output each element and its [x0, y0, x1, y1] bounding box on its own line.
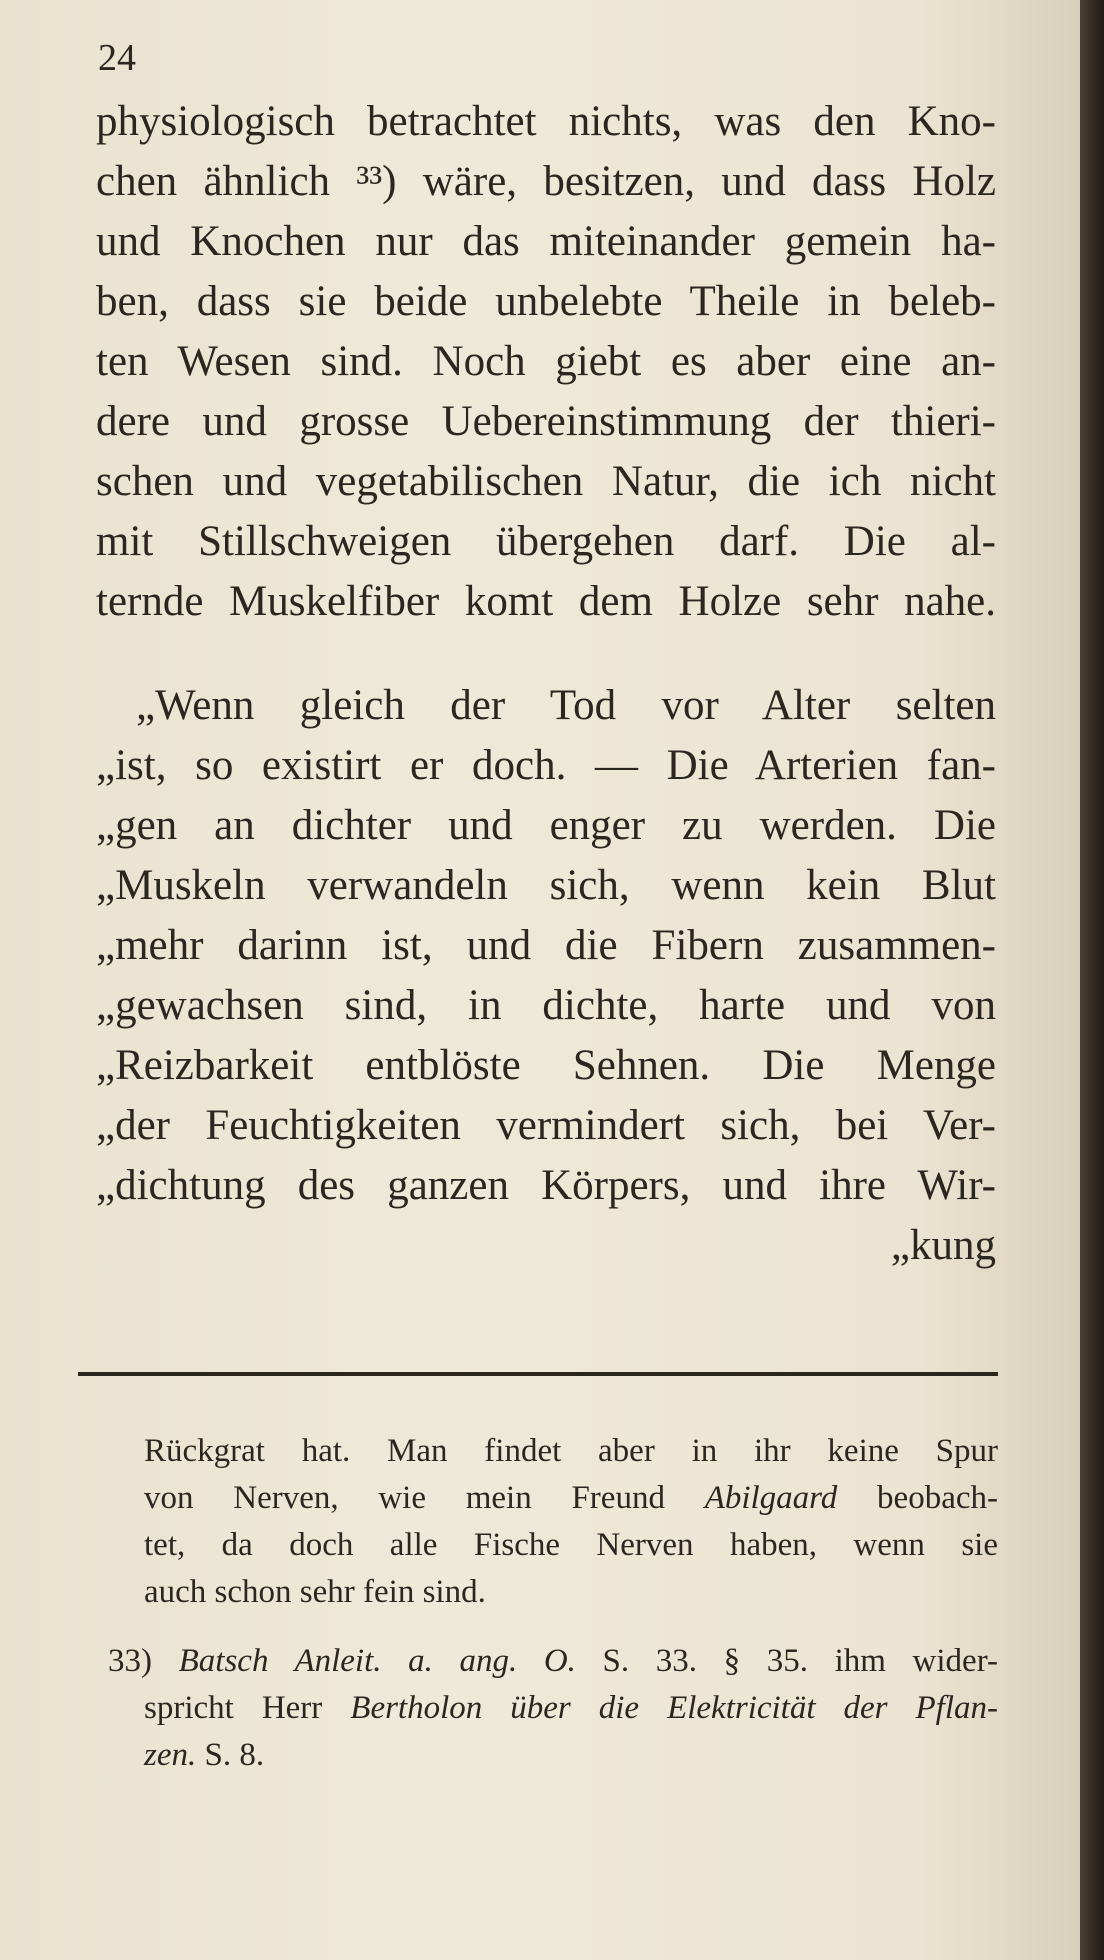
footnote-text: von Nerven, wie mein Freund — [144, 1480, 705, 1516]
footnote-continued — [108, 1428, 998, 1616]
paragraph-2-quotation — [96, 676, 996, 1276]
footnote-line: tet, da doch alle Fische Nerven haben, wenn sie — [144, 1527, 998, 1563]
footnote-line — [108, 1638, 998, 1685]
text-line: „gen an dichter und enger zu werden. Die — [96, 802, 996, 849]
text-line: „Wenn gleich der Tod vor Alter selten — [136, 682, 996, 729]
text-line: „ist, so existirt er doch. — Die Arterien fan- — [96, 742, 996, 789]
footnote-citation-italic: zen. — [144, 1737, 197, 1773]
footnote-gap — [108, 1616, 998, 1638]
paragraph-gap — [96, 632, 996, 676]
footnote-33 — [108, 1638, 998, 1779]
text-line: dere und grosse Uebereinstimmung der thieri- — [96, 398, 996, 445]
footnote-citation-italic: Batsch Anleit. a. ang. O. — [178, 1643, 576, 1679]
text-line: und Knochen nur das miteinander gemein ha- — [96, 218, 996, 265]
footnote-text: S. 33. § 35. ihm wider- — [575, 1643, 999, 1679]
page-edge-shadow — [1080, 0, 1104, 1960]
text-line: „gewachsen sind, in dichte, harte und von — [96, 982, 996, 1029]
text-line: mit Stillschweigen übergehen darf. Die al- — [96, 518, 996, 565]
main-text — [96, 92, 996, 1276]
text-line: ben, dass sie beide unbelebte Theile in beleb- — [96, 278, 996, 325]
footnote-line: auch schon sehr fein sind. — [144, 1574, 486, 1610]
footnote-line — [108, 1732, 998, 1779]
footnote-text: spricht Herr — [144, 1690, 351, 1726]
page-number: 24 — [98, 37, 136, 79]
footnote-name-italic: Abilgaard — [704, 1480, 838, 1516]
footnote-marker: 33) — [108, 1643, 152, 1679]
footnote-text: S. 8. — [196, 1737, 265, 1773]
footnote-rule — [78, 1372, 998, 1376]
footnote-line — [144, 1475, 998, 1522]
footnotes — [108, 1428, 998, 1779]
text-line: „Reizbarkeit entblöste Sehnen. Die Menge — [96, 1042, 996, 1089]
text-line: schen und vegetabilischen Natur, die ich nicht — [96, 458, 996, 505]
footnote-line: Rückgrat hat. Man findet aber in ihr keine Spur — [144, 1433, 998, 1469]
catchword: „kung — [890, 1222, 996, 1269]
text-line: chen ähnlich ³³) wäre, besitzen, und dass Holz — [96, 158, 996, 205]
text-line: „Muskeln verwandeln sich, wenn kein Blut — [96, 862, 996, 909]
paragraph-1 — [96, 92, 996, 632]
text-line: „mehr darinn ist, und die Fibern zusammen- — [96, 922, 996, 969]
footnote-text: beobach- — [837, 1480, 998, 1516]
text-line: ten Wesen sind. Noch giebt es aber eine an- — [96, 338, 996, 385]
footnote-citation-italic: Bertholon über die Elektricität der Pflan- — [350, 1690, 998, 1726]
footnote-line — [108, 1685, 998, 1732]
text-line: ternde Muskelfiber komt dem Holze sehr nahe. — [96, 578, 996, 625]
text-line: „dichtung des ganzen Körpers, und ihre Wir- — [96, 1162, 996, 1209]
text-line: physiologisch betrachtet nichts, was den Kno- — [96, 98, 996, 145]
text-line: „der Feuchtigkeiten vermindert sich, bei Ver- — [96, 1102, 996, 1149]
